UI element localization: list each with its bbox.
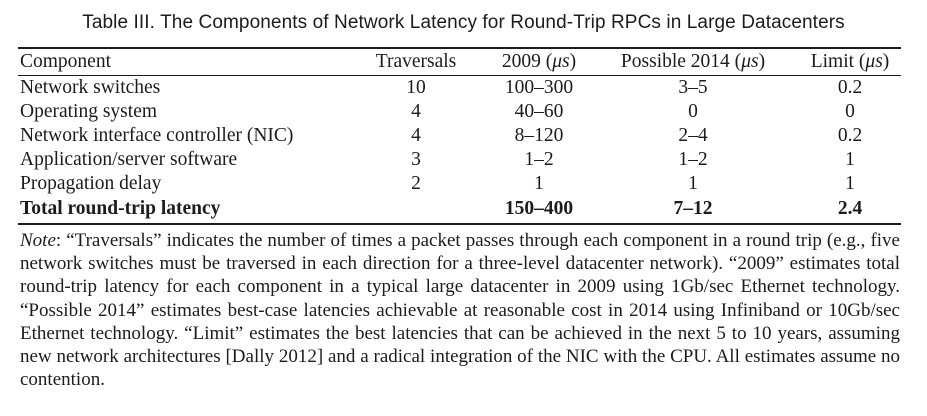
row-component: Operating system	[20, 101, 158, 122]
row-2014: 0	[688, 101, 698, 122]
header-2014	[604, 50, 782, 74]
header-traversals: Traversals	[375, 51, 457, 72]
header-2009-unit: μs	[552, 51, 570, 72]
row-limit: 1	[845, 173, 855, 194]
row-component: Application/server software	[20, 149, 238, 170]
row-traversals: 4	[411, 125, 421, 146]
row-limit: 0.2	[837, 77, 863, 98]
total-2009: 150–400	[504, 198, 574, 219]
row-limit: 1	[845, 149, 855, 170]
header-2009-prefix: 2009 (	[501, 51, 553, 72]
header-limit-prefix: Limit (	[810, 51, 866, 72]
total-component: Total round-trip latency	[20, 198, 221, 219]
top-rule	[18, 47, 901, 49]
table-caption: Table III. The Components of Network Latency for Round-Trip RPCs in Large Datacenters	[82, 12, 845, 33]
row-2014: 2–4	[678, 125, 708, 146]
row-2009: 8–120	[514, 125, 564, 146]
row-component: Propagation delay	[20, 173, 162, 194]
row-2009: 1	[534, 173, 544, 194]
row-component: Network switches	[20, 77, 161, 98]
row-component: Network interface controller (NIC)	[20, 125, 294, 146]
row-limit: 0	[845, 101, 855, 122]
header-2014-prefix: Possible 2014 (	[620, 51, 742, 72]
table-note	[20, 229, 900, 391]
row-2014: 1–2	[678, 149, 708, 170]
header-limit-close: )	[882, 51, 890, 72]
header-2014-close: )	[758, 51, 766, 72]
row-2009: 100–300	[504, 77, 574, 98]
total-2014: 7–12	[673, 198, 713, 219]
row-traversals: 3	[411, 149, 421, 170]
bottom-rule	[18, 223, 901, 225]
header-limit-unit: μs	[865, 51, 883, 72]
header-2009-close: )	[569, 51, 577, 72]
note-text: : “Traversals” indicates the number of times a packet passes through each component in a round trip (e.g., five network switches must be traversed in each direction for a three-level datacenter network). “2009” estimates total round-trip latency for each component in a typical large datacenter in 2009 using 1Gb/sec Ethernet technology. “Possible 2014” estimates best-case latencies achievable at reasonable cost in 2014 using Infiniband or 10Gb/sec Ethernet technology. “Limit” estimates the best latencies that can be achieved in the next 5 to 10 years, assuming new network architectures [Dally 2012] and a radical integration of the NIC with the CPU. All estimates assume no contention.	[20, 230, 900, 391]
header-component: Component	[20, 51, 111, 72]
row-2009: 1–2	[524, 149, 554, 170]
row-2014: 3–5	[678, 77, 708, 98]
row-2009: 40–60	[514, 101, 564, 122]
header-2014-unit: μs	[741, 51, 759, 72]
header-limit	[798, 50, 902, 74]
row-2014: 1	[688, 173, 698, 194]
row-traversals: 2	[411, 173, 421, 194]
row-traversals: 4	[411, 101, 421, 122]
row-limit: 0.2	[837, 125, 863, 146]
row-traversals: 10	[406, 77, 426, 98]
total-limit: 2.4	[837, 198, 863, 219]
header-2009	[480, 50, 598, 74]
note-label: Note	[20, 230, 56, 251]
